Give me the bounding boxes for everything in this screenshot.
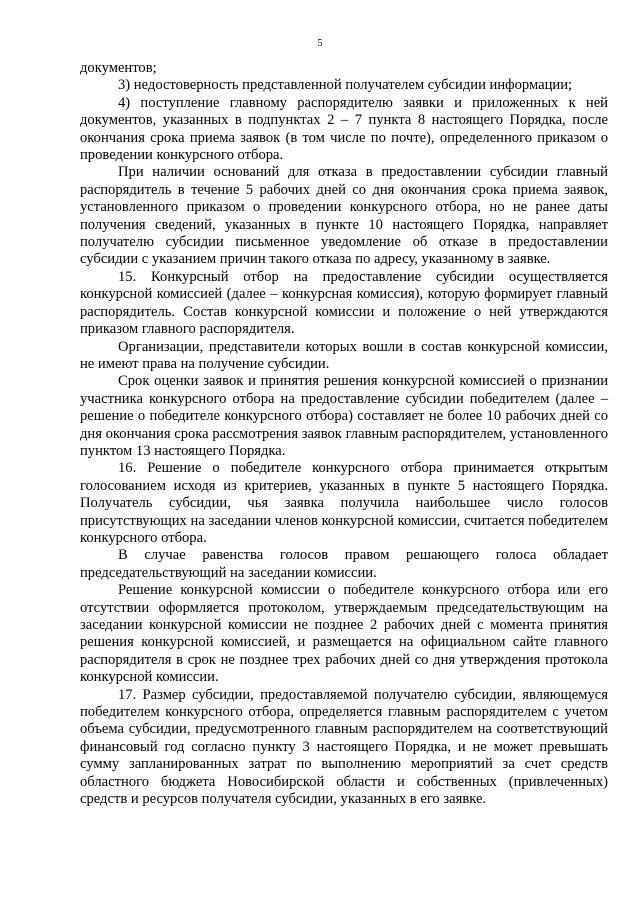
paragraph-commission-members: Организации, представители которых вошли в состав конкурсной комиссии, не имеют права на получение субсидии. [80,338,608,372]
paragraph-continuation: документов; [80,60,157,76]
page-number: 5 [317,38,323,49]
paragraph-clause-16: 16. Решение о победителе конкурсного отбора принимается открытым голосованием исходя из критериев, указанных в пункте 5 настоящего Порядка. Получатель субсидии, чья заявка получила наибольшее число голосов присутствующих на заседании членов конкурсной комиссии, считается победителем конкурсного отбора. [80,460,608,546]
paragraph-evaluation-period: Срок оценки заявок и принятия решения конкурсной комиссией о признании участника конкурсного отбора на предоставление субсидии победителем (далее – решение о победителе конкурсного отбора) составляет не более 10 рабочих дней со дня окончания срока рассмотрения заявок главным распорядителем, установленного пунктом 13 настоящего Порядка. [80,373,608,459]
document-body [80,60,608,808]
paragraph-tie-vote: В случае равенства голосов правом решающего голоса обладает председательствующий на заседании комиссии. [80,547,608,581]
paragraph-refusal-notice: При наличии оснований для отказа в предоставлении субсидии главный распорядитель в течение 5 рабочих дней со дня окончания срока приема заявок, установленного приказом о проведении конкурсного отбора, но не ранее даты получения сведений, указанных в пункте 10 настоящего Порядка, направляет получателю субсидии письменное уведомление об отказе в предоставлении субсидии с указанием причин такого отказа по адресу, указанному в заявке. [80,164,608,268]
paragraph-clause-17: 17. Размер субсидии, предоставляемой получателю субсидии, являющемуся победителем конкурсного отбора, определяется главным распорядителем с учетом объема субсидии, предусмотренного главным распорядителем на соответствующий финансовый год согласно пункту 3 настоящего Порядка, и не может превышать сумму запланированных затрат по выполнению мероприятий за счет средств областного бюджета Новосибирской области и собственных (привлеченных) средств и ресурсов получателя субсидии, указанных в его заявке. [80,686,608,808]
paragraph-protocol: Решение конкурсной комиссии о победителе конкурсного отбора или его отсутствии оформляется протоколом, утверждаемым председательствующим на заседании конкурсной комиссии не позднее 2 рабочих дней с момента принятия решения конкурсной комиссией, и размещается на официальном сайте главного распорядителя в срок не позднее трех рабочих дней со дня утверждения протокола конкурсной комиссии. [80,582,608,686]
paragraph-clause-15: 15. Конкурсный отбор на предоставление субсидии осуществляется конкурсной комиссией (далее – конкурсная комиссия), которую формирует главный распорядитель. Состав конкурсной комиссии и положение о ней утверждаются приказом главного распорядителя. [80,268,608,338]
paragraph-item-4: 4) поступление главному распорядителю заявки и приложенных к ней документов, указанных в подпунктах 2 – 7 пункта 8 настоящего Порядка, после окончания срока приема заявок (в том числе по почте), определенного приказом о проведении конкурсного отбора. [80,94,608,164]
paragraph-item-3: 3) недостоверность представленной получателем субсидии информации; [118,77,573,94]
